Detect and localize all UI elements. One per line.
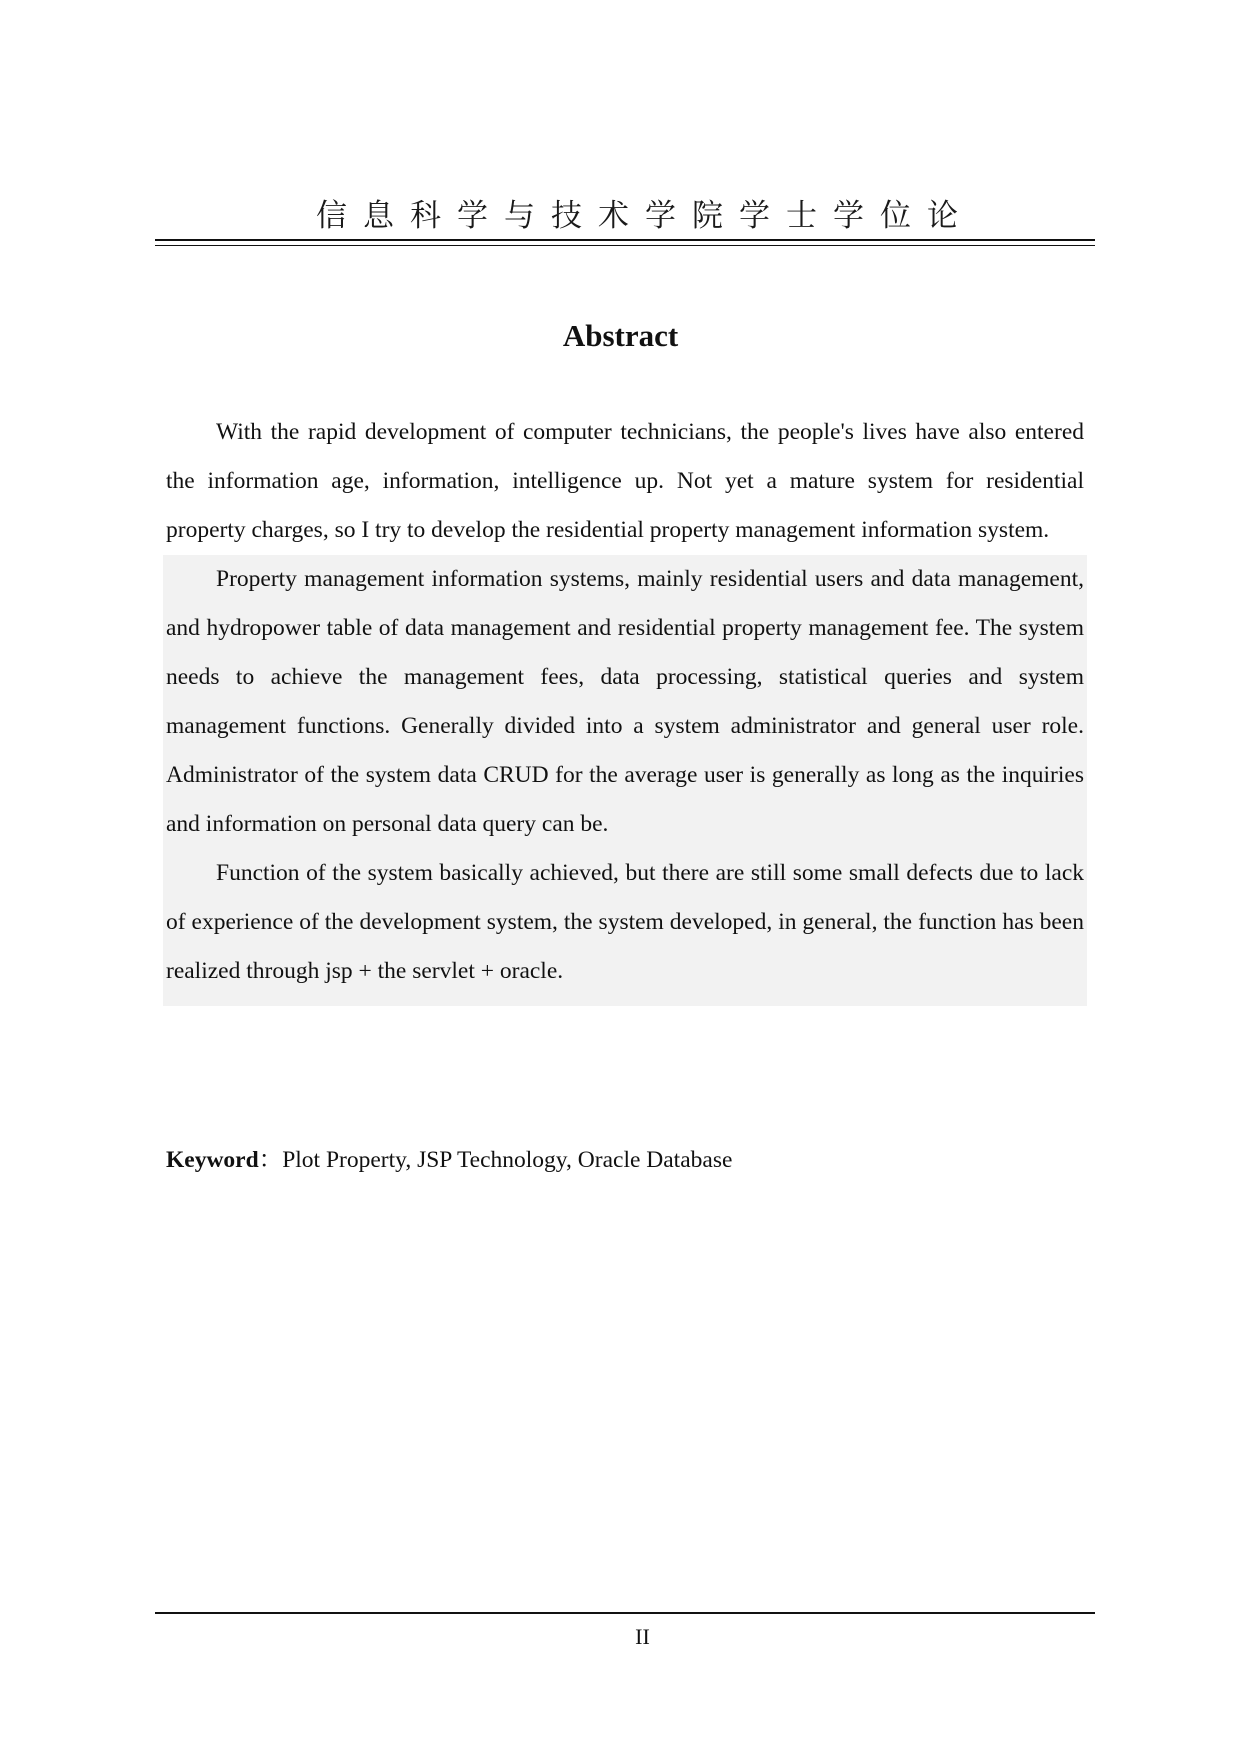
header-title: 信息科学与技术学院学士学位论 [316,198,974,234]
footer-rule [155,1612,1095,1614]
abstract-heading: Abstract [562,318,679,353]
abstract-paragraph-2: Property management information systems, mainly residential users and data management, and hydropower table of data management and residential property management fee. The system needs to achieve the management fees, data processing, statistical queries and system management functions. Generally divided into a system administrator and general user role. Administrator of the system data CRUD for the average user is generally as long as the inquiries and information on personal data query can be. [166,566,1084,837]
page-number: II [635,1624,650,1649]
abstract-paragraph-1: With the rapid development of computer technicians, the people's lives have also entered the information age, information, intelligence up. Not yet a mature system for residential property charges, so I try to develop the residential property management information system. [166,419,1084,543]
header-rule-thin [155,245,1095,246]
keywords-separator: ： [258,1147,283,1173]
highlighted-paragraphs [163,555,1087,1006]
keywords-line [166,1140,732,1180]
header-rule-thick [155,239,1095,241]
abstract-body [166,408,1084,1006]
abstract-paragraph-3: Function of the system basically achieved, but there are still some small defects due to lack of experience of the development system, the system developed, in general, the function has been realized through jsp + the servlet + oracle. [166,860,1084,984]
keywords-label: Keyword [166,1147,259,1173]
keywords-value: Plot Property, JSP Technology, Oracle Database [282,1147,733,1173]
page-header [155,196,1095,248]
